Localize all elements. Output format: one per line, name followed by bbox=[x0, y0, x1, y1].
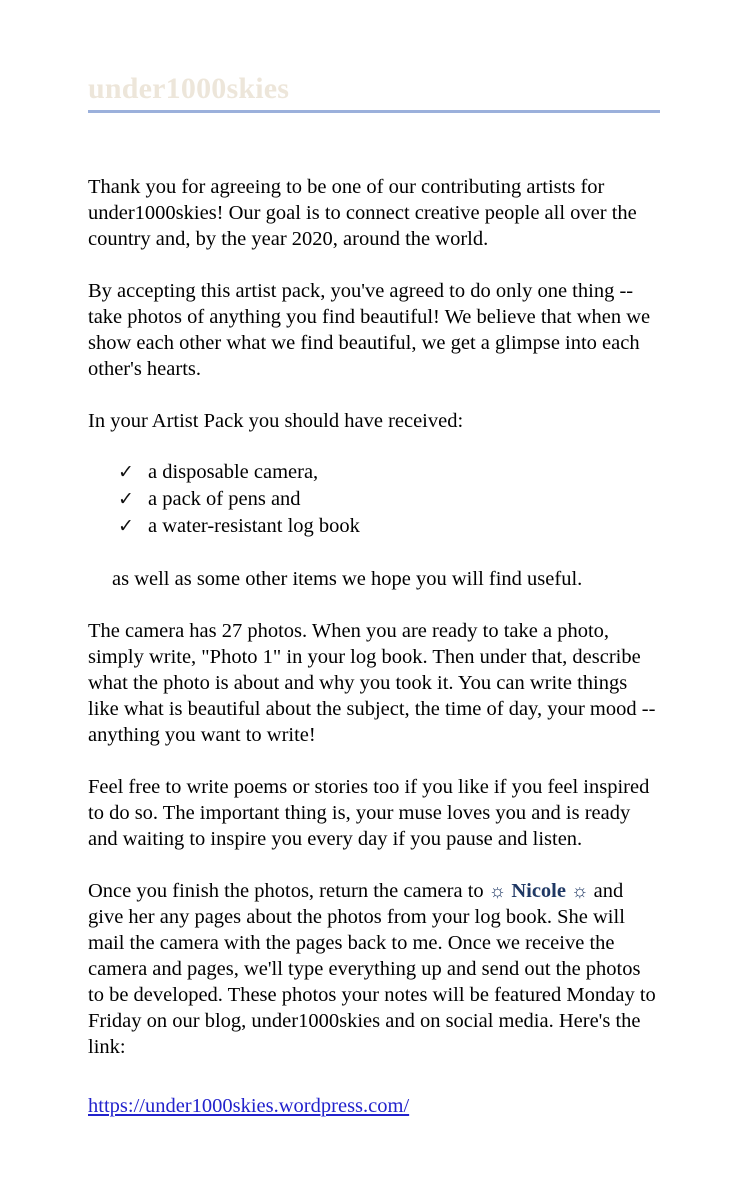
artist-pack-checklist bbox=[88, 459, 660, 540]
paragraph-as-well-as: as well as some other items we hope you will find useful. bbox=[112, 568, 583, 590]
blog-link[interactable]: https://under1000skies.wordpress.com/ bbox=[88, 1095, 410, 1117]
paragraph-poems: Feel free to write poems or stories too if you like if you feel inspired to do so. The important thing is, your muse loves you and is ready and waiting to inspire you every day if you pause and listen. bbox=[88, 776, 650, 850]
paragraph-camera-instructions: The camera has 27 photos. When you are ready to take a photo, simply write, "Photo 1" in your log book. Then under that, describe what the photo is about and why you took it. You can write things like what is beautiful about the subject, the time of day, your mood -- anything you want to write! bbox=[88, 620, 656, 746]
paragraph-pack-intro: In your Artist Pack you should have received: bbox=[88, 410, 464, 432]
sun-icon: ☼ bbox=[488, 881, 507, 902]
sun-icon: ☼ bbox=[571, 881, 589, 902]
list-item bbox=[88, 459, 660, 486]
document-header bbox=[88, 0, 660, 113]
return-suffix-text: and give her any pages about the photos from your log book. She will mail the camera with the pages back to me. Once we receive the camera and pages, we'll type everything up and send out the photos to be developed. These photos your notes will be featured Monday to Friday on our blog, under1000skies and on social media. Here's the link: bbox=[88, 880, 656, 1058]
check-icon: ✓ bbox=[118, 462, 134, 483]
list-item bbox=[88, 513, 660, 540]
contact-name: Nicole bbox=[511, 880, 566, 902]
check-icon: ✓ bbox=[118, 489, 134, 510]
paragraph-accepting: By accepting this artist pack, you've agreed to do only one thing -- take photos of anything you find beautiful! We believe that when we show each other what we find beautiful, we get a glimpse into each other's hearts. bbox=[88, 280, 651, 380]
paragraph-thanks: Thank you for agreeing to be one of our contributing artists for under1000skies! Our goal is to connect creative people all over the country and, by the year 2020, around the world. bbox=[88, 176, 637, 250]
check-icon: ✓ bbox=[118, 516, 134, 537]
return-prefix-text: Once you finish the photos, return the camera to bbox=[88, 880, 489, 902]
list-item-label: a water-resistant log book bbox=[148, 515, 360, 537]
list-item-label: a disposable camera, bbox=[148, 461, 319, 483]
page-title: under1000skies bbox=[88, 72, 290, 105]
link-row bbox=[88, 1093, 660, 1119]
document-content bbox=[88, 0, 660, 1119]
document-body bbox=[88, 113, 660, 1119]
list-item-label: a pack of pens and bbox=[148, 488, 301, 510]
paragraph-return-camera bbox=[88, 878, 660, 1060]
list-item bbox=[88, 486, 660, 513]
